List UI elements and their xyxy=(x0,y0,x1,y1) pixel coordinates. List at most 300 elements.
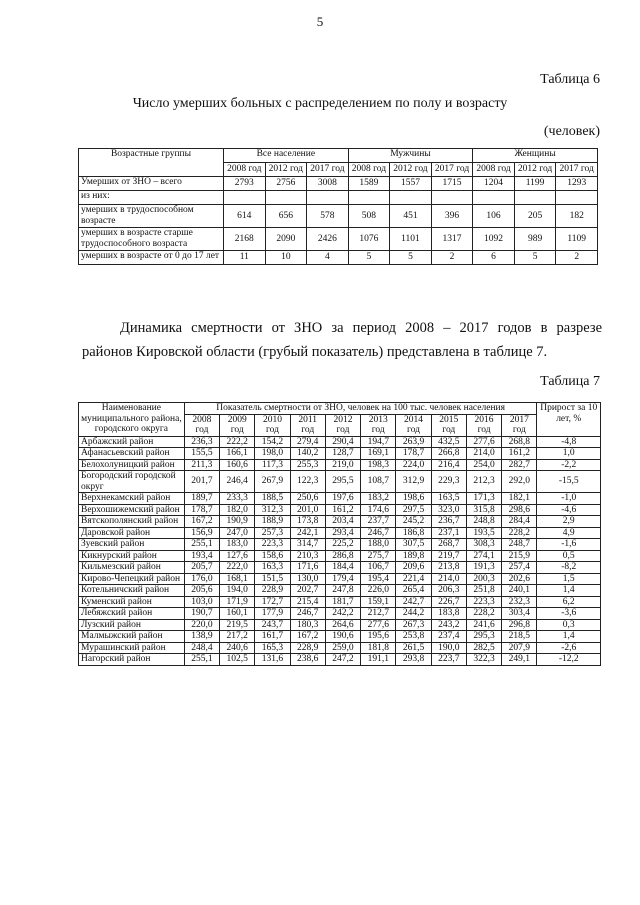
table7-cell: 219,7 xyxy=(431,550,466,562)
table-row xyxy=(79,562,601,574)
table7-district-name: Мурашинский район xyxy=(79,642,185,654)
table6-cell: 182 xyxy=(556,205,598,228)
table6-cell: 1199 xyxy=(514,177,556,191)
table6-cell: 396 xyxy=(431,205,473,228)
table7-cell: 303,4 xyxy=(502,608,537,620)
table6-cell: 989 xyxy=(514,228,556,251)
table7-year-header: 2008 год xyxy=(184,414,219,436)
table7-district-name: Котельничский район xyxy=(79,585,185,597)
table7-cell: 242,2 xyxy=(325,608,360,620)
table7-cell: 179,4 xyxy=(325,573,360,585)
table7-cell: 261,5 xyxy=(396,642,431,654)
table7-cell: 140,2 xyxy=(290,448,325,460)
table7-cell: 156,9 xyxy=(184,527,219,539)
table7-cell: 189,8 xyxy=(396,550,431,562)
table6 xyxy=(78,148,598,265)
table6-cell: 1715 xyxy=(431,177,473,191)
table7-district-name: Зуевский район xyxy=(79,539,185,551)
table7-cell: 215,4 xyxy=(290,596,325,608)
table7-cell: 274,1 xyxy=(466,550,501,562)
table6-cell: 1109 xyxy=(556,228,598,251)
table7-cell: 213,8 xyxy=(431,562,466,574)
table7-cell: 161,7 xyxy=(255,631,290,643)
table6-cell: 5 xyxy=(514,251,556,265)
table7-district-name: Нагорский район xyxy=(79,654,185,666)
table6-cell xyxy=(556,191,598,205)
table7-cell: 190,0 xyxy=(431,642,466,654)
table6-cell: 2168 xyxy=(224,228,266,251)
table6-cell: 2 xyxy=(431,251,473,265)
table7-cell: 257,4 xyxy=(502,562,537,574)
table7-cell: 169,1 xyxy=(361,448,396,460)
table7-district-name: Кильмезский район xyxy=(79,562,185,574)
table7-cell: 190,9 xyxy=(220,516,255,528)
table6-year-header: 2012 год xyxy=(514,163,556,177)
table6-cell xyxy=(473,191,515,205)
table7-cell: 205,7 xyxy=(184,562,219,574)
table7-cell: 264,6 xyxy=(325,619,360,631)
table7-cell: 193,4 xyxy=(184,550,219,562)
table7-cell: 165,3 xyxy=(255,642,290,654)
table7-cell: 195,6 xyxy=(361,631,396,643)
table7-district-name: Афанасьевский район xyxy=(79,448,185,460)
table6-cell: 1317 xyxy=(431,228,473,251)
table7-cell: 268,8 xyxy=(502,436,537,448)
page-number: 5 xyxy=(316,14,324,29)
table7-cell: 174,6 xyxy=(361,504,396,516)
table7-cell: 233,3 xyxy=(220,493,255,505)
table7-cell: 176,0 xyxy=(184,573,219,585)
paragraph-line: Динамика смертности от ЗНО за период 2008 – 2017 годов в разрезе xyxy=(120,320,602,336)
table7-cell: 246,7 xyxy=(290,608,325,620)
table7-cell: 308,3 xyxy=(466,539,501,551)
table7-cell: 259,0 xyxy=(325,642,360,654)
table6-cell: 1293 xyxy=(556,177,598,191)
table7-cell: 228,2 xyxy=(466,608,501,620)
table6-year-header: 2012 год xyxy=(390,163,432,177)
table6-cell xyxy=(307,191,349,205)
table6-row-label: из них: xyxy=(79,191,224,205)
table7-cell: 228,2 xyxy=(502,527,537,539)
table7-cell: 240,6 xyxy=(220,642,255,654)
table7-cell: 257,3 xyxy=(255,527,290,539)
table7-year-header: 2016 год xyxy=(466,414,501,436)
table6-year-header: 2008 год xyxy=(473,163,515,177)
table-row xyxy=(79,516,601,528)
table6-cell: 1589 xyxy=(348,177,390,191)
table7-cell: 323,0 xyxy=(431,504,466,516)
table7-growth-cell: 1,4 xyxy=(537,631,601,643)
table7-cell: 226,0 xyxy=(361,585,396,597)
table7-cell: 214,0 xyxy=(466,448,501,460)
table7-cell: 183,8 xyxy=(431,608,466,620)
table6-units: (человек) xyxy=(543,124,600,139)
paragraph-line: районов Кировской области (грубый показатель) представлена в таблице 7. xyxy=(82,344,548,360)
table7-year-header: 2015 год xyxy=(431,414,466,436)
table7-cell: 191,1 xyxy=(361,654,396,666)
table6-caption: Таблица 6 xyxy=(540,72,600,87)
table7-cell: 236,3 xyxy=(184,436,219,448)
table-row xyxy=(79,596,601,608)
table-row xyxy=(79,631,601,643)
table7-cell: 161,2 xyxy=(502,448,537,460)
table6-year-header: 2012 год xyxy=(265,163,307,177)
table7-cell: 194,7 xyxy=(361,436,396,448)
table-row xyxy=(79,608,601,620)
table6-row-label: умерших в возрасте старше трудоспособного возраста xyxy=(79,228,224,251)
table7-cell: 322,3 xyxy=(466,654,501,666)
table6-cell: 614 xyxy=(224,205,266,228)
table6-year-header: 2017 год xyxy=(556,163,598,177)
table6-cell xyxy=(431,191,473,205)
table-row xyxy=(79,573,601,585)
table7-cell: 163,5 xyxy=(431,493,466,505)
table6-cell xyxy=(514,191,556,205)
table7-cell: 171,3 xyxy=(466,493,501,505)
table7-district-name: Куменский район xyxy=(79,596,185,608)
table7-cell: 243,2 xyxy=(431,619,466,631)
table7-cell: 212,7 xyxy=(361,608,396,620)
table7-cell: 237,7 xyxy=(361,516,396,528)
table7-district-name: Вятскополянский район xyxy=(79,516,185,528)
table7-cell: 248,7 xyxy=(502,539,537,551)
table7-growth-cell: -3,6 xyxy=(537,608,601,620)
table7-cell: 232,3 xyxy=(502,596,537,608)
table7-cell: 279,4 xyxy=(290,436,325,448)
table7-cell: 209,6 xyxy=(396,562,431,574)
table6-cell: 2 xyxy=(556,251,598,265)
table7-growth-cell: 0,5 xyxy=(537,550,601,562)
table7-district-name: Верхошижемский район xyxy=(79,504,185,516)
table7-cell: 191,3 xyxy=(466,562,501,574)
table7-cell: 160,6 xyxy=(220,459,255,471)
table7-cell: 182,1 xyxy=(502,493,537,505)
table7-cell: 247,2 xyxy=(325,654,360,666)
table7-cell: 238,6 xyxy=(290,654,325,666)
table6-cell xyxy=(224,191,266,205)
table6-cell: 451 xyxy=(390,205,432,228)
table7-cell: 182,0 xyxy=(220,504,255,516)
table-row xyxy=(79,550,601,562)
table-row xyxy=(79,436,601,448)
table7-cell: 253,8 xyxy=(396,631,431,643)
table-row xyxy=(79,471,601,493)
table7-cell: 178,7 xyxy=(184,504,219,516)
table6-cell xyxy=(348,191,390,205)
table7-growth-cell: -1,6 xyxy=(537,539,601,551)
table7-col-name: Наименование муниципального района, городского округа xyxy=(79,403,185,437)
table7-cell: 295,3 xyxy=(466,631,501,643)
table7-growth-cell: -2,2 xyxy=(537,459,601,471)
table7-cell: 205,6 xyxy=(184,585,219,597)
table7-cell: 284,4 xyxy=(502,516,537,528)
table6-cell: 11 xyxy=(224,251,266,265)
table7-growth-cell: 0,3 xyxy=(537,619,601,631)
table7-cell: 247,8 xyxy=(325,585,360,597)
table7-district-name: Даровской район xyxy=(79,527,185,539)
table7-cell: 167,2 xyxy=(184,516,219,528)
table6-year-header: 2008 год xyxy=(224,163,266,177)
table6-year-header: 2017 год xyxy=(431,163,473,177)
table-row xyxy=(79,493,601,505)
table7-cell: 151,5 xyxy=(255,573,290,585)
table7-cell: 198,0 xyxy=(255,448,290,460)
table7-cell: 181,8 xyxy=(361,642,396,654)
table6-cell: 6 xyxy=(473,251,515,265)
table7-cell: 188,0 xyxy=(361,539,396,551)
table6-cell xyxy=(390,191,432,205)
table6-cell: 1101 xyxy=(390,228,432,251)
table6-col-group: Возрастные группы xyxy=(79,149,224,177)
table7-cell: 243,7 xyxy=(255,619,290,631)
table7-cell: 194,0 xyxy=(220,585,255,597)
table7-cell: 198,6 xyxy=(396,493,431,505)
table-row xyxy=(79,459,601,471)
table7-cell: 195,4 xyxy=(361,573,396,585)
table6-cell: 106 xyxy=(473,205,515,228)
table6-cell: 5 xyxy=(390,251,432,265)
table6-title: Число умерших больных с распределением по полу и возрасту xyxy=(132,96,508,111)
table7-year-header: 2013 год xyxy=(361,414,396,436)
table7-cell: 215,9 xyxy=(502,550,537,562)
table7-cell: 296,8 xyxy=(502,619,537,631)
table7-cell: 242,7 xyxy=(396,596,431,608)
table7-district-name: Кикнурский район xyxy=(79,550,185,562)
table7-cell: 255,1 xyxy=(184,539,219,551)
table7-district-name: Верхнекамский район xyxy=(79,493,185,505)
table7-cell: 154,2 xyxy=(255,436,290,448)
table6-cell: 508 xyxy=(348,205,390,228)
table7-growth-cell: -12,2 xyxy=(537,654,601,666)
table-row xyxy=(79,205,598,228)
table7-cell: 312,3 xyxy=(255,504,290,516)
table7-cell: 240,1 xyxy=(502,585,537,597)
table-row xyxy=(79,619,601,631)
table7-cell: 202,6 xyxy=(502,573,537,585)
table7-cell: 211,3 xyxy=(184,459,219,471)
table6-cell: 656 xyxy=(265,205,307,228)
table7-cell: 255,3 xyxy=(290,459,325,471)
table7-cell: 237,1 xyxy=(431,527,466,539)
table7-cell: 267,9 xyxy=(255,471,290,493)
table7-growth-cell: -4,6 xyxy=(537,504,601,516)
table6-year-header: 2017 год xyxy=(307,163,349,177)
table7-growth-cell: 6,2 xyxy=(537,596,601,608)
table7-cell: 158,6 xyxy=(255,550,290,562)
table7-cell: 190,7 xyxy=(184,608,219,620)
table-row xyxy=(79,585,601,597)
table7-cell: 210,3 xyxy=(290,550,325,562)
table6-year-header: 2008 год xyxy=(348,163,390,177)
table7-district-name: Малмыжский район xyxy=(79,631,185,643)
table7-cell: 432,5 xyxy=(431,436,466,448)
table7-cell: 229,3 xyxy=(431,471,466,493)
table6-cell: 5 xyxy=(348,251,390,265)
table7-cell: 155,5 xyxy=(184,448,219,460)
table7-cell: 188,5 xyxy=(255,493,290,505)
table7-cell: 217,2 xyxy=(220,631,255,643)
table7-district-name: Лебяжский район xyxy=(79,608,185,620)
table7-cell: 249,1 xyxy=(502,654,537,666)
table7-cell: 282,7 xyxy=(502,459,537,471)
table7-cell: 103,0 xyxy=(184,596,219,608)
table7-col-growth: Прирост за 10 лет, % xyxy=(537,403,601,437)
table7-cell: 219,5 xyxy=(220,619,255,631)
table7-cell: 293,4 xyxy=(325,527,360,539)
table7-cell: 117,3 xyxy=(255,459,290,471)
table7-cell: 246,4 xyxy=(220,471,255,493)
table7-cell: 225,2 xyxy=(325,539,360,551)
table7-cell: 315,8 xyxy=(466,504,501,516)
table7-cell: 222,0 xyxy=(220,562,255,574)
table7-cell: 247,0 xyxy=(220,527,255,539)
table7-cell: 267,3 xyxy=(396,619,431,631)
table-row xyxy=(79,654,601,666)
table7-cell: 201,0 xyxy=(290,504,325,516)
table-row xyxy=(79,527,601,539)
table7-cell: 268,7 xyxy=(431,539,466,551)
table7-cell: 297,5 xyxy=(396,504,431,516)
table7-cell: 214,0 xyxy=(431,573,466,585)
table-row xyxy=(79,642,601,654)
table7-district-name: Арбажский район xyxy=(79,436,185,448)
table7-cell: 161,2 xyxy=(325,504,360,516)
table7-cell: 178,7 xyxy=(396,448,431,460)
table6-cell: 1076 xyxy=(348,228,390,251)
table7-year-header: 2011 год xyxy=(290,414,325,436)
table6-cell: 1092 xyxy=(473,228,515,251)
table7-cell: 160,1 xyxy=(220,608,255,620)
table7-cell: 245,2 xyxy=(396,516,431,528)
table7-cell: 255,1 xyxy=(184,654,219,666)
table-row xyxy=(79,251,598,265)
table6-cell: 3008 xyxy=(307,177,349,191)
table7-cell: 102,5 xyxy=(220,654,255,666)
table7-cell: 193,5 xyxy=(466,527,501,539)
table7-cell: 223,3 xyxy=(466,596,501,608)
table7-year-header: 2009 год xyxy=(220,414,255,436)
table7-cell: 106,7 xyxy=(361,562,396,574)
table-row xyxy=(79,177,598,191)
table7-cell: 186,8 xyxy=(396,527,431,539)
table6-group-header: Мужчины xyxy=(348,149,473,163)
table7-cell: 171,6 xyxy=(290,562,325,574)
table7-cell: 203,4 xyxy=(325,516,360,528)
table7-year-header: 2014 год xyxy=(396,414,431,436)
table7-cell: 295,5 xyxy=(325,471,360,493)
body-paragraph xyxy=(82,316,602,364)
table7-cell: 228,9 xyxy=(255,585,290,597)
table7-growth-cell: -15,5 xyxy=(537,471,601,493)
table-row xyxy=(79,448,601,460)
table7-cell: 246,7 xyxy=(361,527,396,539)
table7 xyxy=(78,402,601,666)
table7-growth-cell: -1,0 xyxy=(537,493,601,505)
table7-caption: Таблица 7 xyxy=(540,374,600,389)
table7-cell: 190,6 xyxy=(325,631,360,643)
table7-cell: 237,4 xyxy=(431,631,466,643)
table7-cell: 172,7 xyxy=(255,596,290,608)
table7-cell: 244,2 xyxy=(396,608,431,620)
table7-cell: 177,9 xyxy=(255,608,290,620)
table7-cell: 207,9 xyxy=(502,642,537,654)
table7-cell: 181,7 xyxy=(325,596,360,608)
table7-cell: 127,6 xyxy=(220,550,255,562)
table7-cell: 130,0 xyxy=(290,573,325,585)
table-row xyxy=(79,191,598,205)
table7-cell: 218,5 xyxy=(502,631,537,643)
table6-group-header: Женщины xyxy=(473,149,598,163)
table7-cell: 242,1 xyxy=(290,527,325,539)
table6-cell: 4 xyxy=(307,251,349,265)
table7-cell: 188,9 xyxy=(255,516,290,528)
table-row xyxy=(79,504,601,516)
table7-cell: 216,4 xyxy=(431,459,466,471)
table7-year-header: 2010 год xyxy=(255,414,290,436)
table7-growth-cell: 2,9 xyxy=(537,516,601,528)
table6-cell: 2090 xyxy=(265,228,307,251)
table7-cell: 266,8 xyxy=(431,448,466,460)
table7-cell: 122,3 xyxy=(290,471,325,493)
table7-cell: 198,3 xyxy=(361,459,396,471)
table7-cell: 183,0 xyxy=(220,539,255,551)
table7-cell: 206,3 xyxy=(431,585,466,597)
table7-cell: 248,8 xyxy=(466,516,501,528)
table7-cell: 167,2 xyxy=(290,631,325,643)
table7-cell: 108,7 xyxy=(361,471,396,493)
table7-cell: 138,9 xyxy=(184,631,219,643)
table7-district-name: Лузский район xyxy=(79,619,185,631)
table6-cell xyxy=(265,191,307,205)
table-row xyxy=(79,539,601,551)
table7-cell: 250,6 xyxy=(290,493,325,505)
table6-cell: 205 xyxy=(514,205,556,228)
table6-cell: 10 xyxy=(265,251,307,265)
table7-growth-cell: 1,4 xyxy=(537,585,601,597)
table7-growth-cell: 4,9 xyxy=(537,527,601,539)
table7-cell: 277,6 xyxy=(466,436,501,448)
table7-cell: 183,2 xyxy=(361,493,396,505)
table6-group-header: Все население xyxy=(224,149,349,163)
table7-district-name: Кирово-Чепецкий район xyxy=(79,573,185,585)
table7-col-indicator: Показатель смертности от ЗНО, человек на 100 тыс. человек населения xyxy=(184,403,537,415)
table7-cell: 197,6 xyxy=(325,493,360,505)
table7-cell: 223,3 xyxy=(255,539,290,551)
table6-cell: 578 xyxy=(307,205,349,228)
table7-cell: 263,9 xyxy=(396,436,431,448)
table7-growth-cell: -8,2 xyxy=(537,562,601,574)
table7-cell: 314,7 xyxy=(290,539,325,551)
table7-cell: 219,0 xyxy=(325,459,360,471)
table7-cell: 202,7 xyxy=(290,585,325,597)
table7-cell: 298,6 xyxy=(502,504,537,516)
table7-cell: 254,0 xyxy=(466,459,501,471)
table7-cell: 220,0 xyxy=(184,619,219,631)
table7-cell: 222,2 xyxy=(220,436,255,448)
table7-cell: 201,7 xyxy=(184,471,219,493)
table7-cell: 173,8 xyxy=(290,516,325,528)
table6-row-label: умерших в трудоспособном возрасте xyxy=(79,205,224,228)
table7-cell: 282,5 xyxy=(466,642,501,654)
table7-cell: 290,4 xyxy=(325,436,360,448)
table-row xyxy=(79,228,598,251)
table7-cell: 189,7 xyxy=(184,493,219,505)
table7-cell: 228,9 xyxy=(290,642,325,654)
table7-cell: 248,4 xyxy=(184,642,219,654)
table6-cell: 2793 xyxy=(224,177,266,191)
table6-cell: 2426 xyxy=(307,228,349,251)
table7-year-header: 2017 год xyxy=(502,414,537,436)
